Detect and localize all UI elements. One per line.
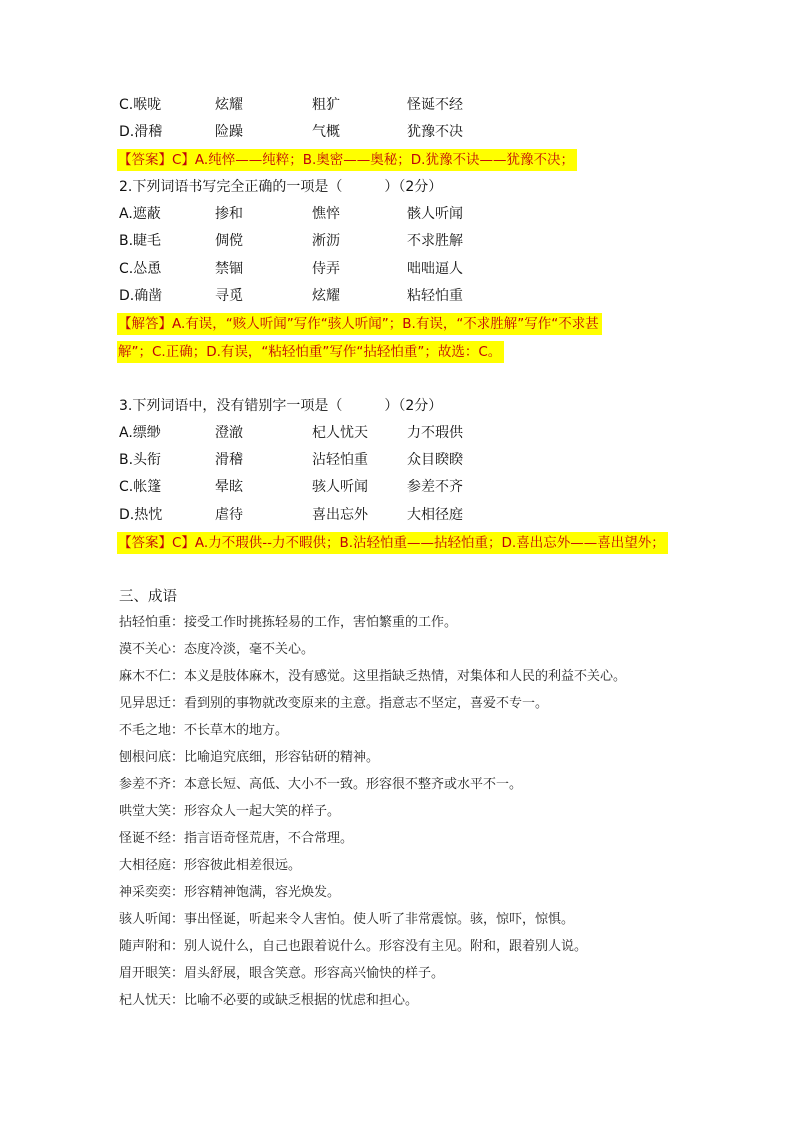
q2-answer-line1: 【解答】A.有误，“赅人听闻”写作“骇人听闻”；B.有误，“不求胜解”写作“不求甚 xyxy=(117,313,602,335)
option-label: A.遮蔽 xyxy=(119,206,161,222)
option-word: 力不瑕供 xyxy=(407,425,463,441)
option-label: B.头衔 xyxy=(119,452,162,468)
q2-answer-line2: 解”；C.正确；D.有误，“粘轻怕重”写作“拈轻怕重”；故选：C。 xyxy=(117,341,504,363)
idiom-entry: 麻木不仁：本义是肢体麻木，没有感觉。这里指缺乏热情，对集体和人民的利益不关心。 xyxy=(119,669,627,684)
answer-tag: 【答案】 xyxy=(118,535,172,551)
q1-answer xyxy=(117,149,577,171)
idiom-entry: 刨根问底：比喻追究底细，形容钻研的精神。 xyxy=(119,750,380,765)
option-word: 气概 xyxy=(312,124,340,140)
option-word: 不求胜解 xyxy=(407,233,463,249)
option-word: 淅沥 xyxy=(312,233,340,249)
option-word: 粘轻怕重 xyxy=(407,288,463,304)
option-word: 险躁 xyxy=(215,124,243,140)
idiom-entry: 神采奕奕：形容精神饱满，容光焕发。 xyxy=(119,885,341,900)
answer-tag: 【答案】 xyxy=(118,152,172,168)
option-word: 喜出忘外 xyxy=(312,507,368,523)
idiom-entry: 大相径庭：形容彼此相差很远。 xyxy=(119,858,302,873)
option-label: C.怂恿 xyxy=(119,261,162,277)
option-word: 侍弄 xyxy=(312,261,340,277)
idiom-entry: 怪诞不经：指言语奇怪荒唐，不合常理。 xyxy=(119,831,354,846)
idiom-entry: 骇人听闻：事出怪诞，听起来令人害怕。使人听了非常震惊。骇，惊吓，惊惧。 xyxy=(119,912,575,927)
option-word: 炫耀 xyxy=(215,97,243,113)
section-title: 三、成语 xyxy=(119,589,177,605)
option-word: 倜傥 xyxy=(215,233,243,249)
option-word: 晕眩 xyxy=(215,479,243,495)
option-word: 粗犷 xyxy=(312,97,340,113)
option-word: 咄咄逼人 xyxy=(407,261,463,277)
option-word: 滑稽 xyxy=(215,452,243,468)
option-word: 澄澈 xyxy=(215,425,243,441)
option-label: A.缥缈 xyxy=(119,425,161,441)
option-word: 骇人听闻 xyxy=(312,479,368,495)
idiom-entry: 见异思迁：看到别的事物就改变原来的主意。指意志不坚定，喜爱不专一。 xyxy=(119,696,549,711)
option-label: B.睫毛 xyxy=(119,233,162,249)
option-word: 虐待 xyxy=(215,507,243,523)
option-label: D.热忱 xyxy=(119,507,163,523)
idiom-entry: 杞人忧天：比喻不必要的或缺乏根据的忧虑和担心。 xyxy=(119,993,419,1008)
option-word: 寻觅 xyxy=(215,288,243,304)
option-label: C.喉咙 xyxy=(119,97,162,113)
idiom-entry: 参差不齐：本意长短、高低、大小不一致。形容很不整齐或水平不一。 xyxy=(119,777,523,792)
option-word: 骸人听闻 xyxy=(407,206,463,222)
option-word: 炫耀 xyxy=(312,288,340,304)
option-label: C.帐篷 xyxy=(119,479,162,495)
option-word: 沾轻怕重 xyxy=(312,452,368,468)
option-word: 杞人忧天 xyxy=(312,425,368,441)
option-word: 怪诞不经 xyxy=(407,97,463,113)
idiom-entry: 随声附和：别人说什么，自己也跟着说什么。形容没有主见。附和，跟着别人说。 xyxy=(119,939,588,954)
option-label: D.滑稽 xyxy=(119,124,163,140)
q2-question: 2.下列词语书写完全正确的一项是（ ）（2分） xyxy=(119,179,443,195)
idiom-entry: 眉开眼笑：眉头舒展，眼含笑意。形容高兴愉快的样子。 xyxy=(119,966,445,981)
option-word: 掺和 xyxy=(215,206,243,222)
answer-text: C】A.纯悴——纯粹；B.奥密——奥秘；D.犹豫不诀——犹豫不决； xyxy=(172,152,574,168)
option-word: 大相径庭 xyxy=(407,507,463,523)
option-word: 众目睽睽 xyxy=(407,452,463,468)
q3-answer xyxy=(117,532,668,554)
idiom-entry: 不毛之地：不长草木的地方。 xyxy=(119,723,289,738)
option-word: 禁锢 xyxy=(215,261,243,277)
option-word: 犹豫不决 xyxy=(407,124,463,140)
option-word: 憔悴 xyxy=(312,206,340,222)
option-label: D.确凿 xyxy=(119,288,163,304)
q3-question: 3.下列词语中，没有错别字一项是（ ）（2分） xyxy=(119,398,443,414)
option-word: 参差不齐 xyxy=(407,479,463,495)
answer-text: C】A.力不瑕供--力不暇供；B.沾轻怕重——拈轻怕重；D.喜出忘外——喜出望外； xyxy=(172,535,665,551)
idiom-entry: 拈轻怕重：接受工作时挑拣轻易的工作，害怕繁重的工作。 xyxy=(119,615,458,630)
idiom-entry: 哄堂大笑：形容众人一起大笑的样子。 xyxy=(119,804,341,819)
idiom-entry: 漠不关心：态度冷淡，毫不关心。 xyxy=(119,642,315,657)
